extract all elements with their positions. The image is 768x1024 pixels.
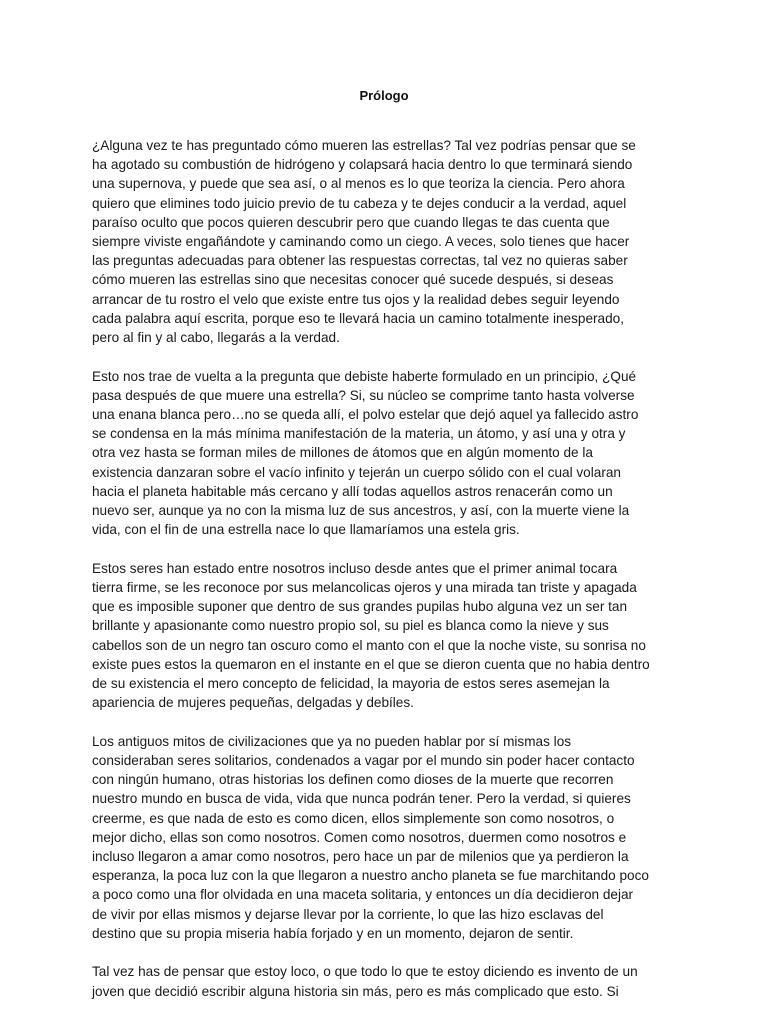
text-line: cómo mueren las estrellas sino que necesitas conocer qué sucede después, si deseas (92, 272, 614, 288)
text-line: apariencia de mujeres pequeñas, delgadas y debíles. (92, 695, 414, 711)
text-line: tierra firme, se les reconoce por sus melancolicas ojeros y una mirada tan triste y apagada (92, 580, 637, 596)
text-line: existencia danzaran sobre el vacío infinito y tejerán un cuerpo sólido con el cual volaran (92, 464, 621, 480)
text-line: paraíso oculto que pocos quieren descubrir pero que cuando llegas te das cuenta que (92, 214, 610, 230)
text-line: mejor dicho, ellas son como nosotros. Comen como nosotros, duermen como nosotros e (92, 829, 627, 845)
text-line: consideraban seres solitarios, condenados a vagar por el mundo sin poder hacer contacto (92, 753, 635, 769)
text-line: Estos seres han estado entre nosotros incluso desde antes que el primer animal tocara (92, 560, 618, 576)
text-line: pero al fin y al cabo, llegarás a la verdad. (92, 330, 340, 346)
text-line: ha agotado su combustión de hidrógeno y colapsará hacia dentro lo que terminará siendo (92, 157, 633, 173)
paragraph (92, 732, 682, 943)
text-line: hacia el planeta habitable más cercano y allí todas aquellos astros renacerán como un (92, 483, 613, 499)
text-line: se condensa en la más mínima manifestación de la materia, un átomo, y así una y otra y (92, 426, 626, 442)
text-line: esperanza, la poca luz con la que llegaron a nuestro ancho planeta se fue marchitando poco (92, 868, 649, 884)
text-line: Tal vez has de pensar que estoy loco, o que todo lo que te estoy diciendo es invento de un (92, 964, 638, 980)
text-line: de vivir por ellas mismos y dejarse llevar por la corriente, lo que las hizo esclavas del (92, 906, 604, 922)
text-line: Los antiguos mitos de civilizaciones que ya no pueden hablar por sí mismas los (92, 733, 572, 749)
text-line: cada palabra aquí escrita, porque eso te llevará hacia un camino totalmente inesperado, (92, 310, 625, 326)
text-line: con ningún humano, otras historias los definen como dioses de la muerte que recorren (92, 772, 614, 788)
text-line: que es imposible suponer que dentro de sus grandes pupilas hubo alguna vez un ser tan (92, 599, 628, 615)
text-line: de su existencia el mero concepto de felicidad, la mayoria de estos seres asemejan la (92, 676, 610, 692)
text-line: incluso llegaron a amar como nosotros, pero hace un par de milenios que ya perdieron la (92, 849, 629, 865)
text-line: las preguntas adecuadas para obtener las respuestas correctas, tal vez no quieras saber (92, 253, 628, 269)
text-line: a poco como una flor olvidada en una maceta solitaria, y entonces un día decidieron dejar (92, 887, 634, 903)
text-line: brillante y apasionante como nuestro propio sol, su piel es blanca como la nieve y sus (92, 618, 609, 634)
text-line: arrancar de tu rostro el velo que existe entre tus ojos y la realidad debes seguir leyendo (92, 291, 620, 307)
paragraph (92, 136, 682, 347)
text-line: creerme, es que nada de esto es como dicen, ellos simplemente son como nosotros, o (92, 810, 615, 826)
text-line: Esto nos trae de vuelta a la pregunta que debiste haberte formulado en un principio, ¿Qué (92, 368, 637, 384)
text-line: otra vez hasta se forman miles de millones de átomos que en algún momento de la (92, 445, 593, 461)
text-line: vida, con el fin de una estrella nace lo que llamaríamos una estela gris. (92, 522, 520, 538)
text-line: nuevo ser, aunque ya no con la misma luz de sus ancestros, y así, con la muerte viene la (92, 503, 630, 519)
text-line: existe pues estos la quemaron en el instante en el que se dieron cuenta que no habia dentro (92, 656, 650, 672)
document-body (92, 136, 682, 1020)
text-line: quiero que elimines todo juicio previo de tu cabeza y te dejes conducir a la verdad, aquel (92, 195, 627, 211)
text-line: destino que su propia miseria había forjado y en un momento, dejaron de sentir. (92, 925, 574, 941)
text-line: pasa después de que muere una estrella? Si, su núcleo se comprime tanto hasta volverse (92, 387, 635, 403)
page-title: Prólogo (359, 88, 409, 103)
text-line: una enana blanca pero…no se queda allí, el polvo estelar que dejó aquel ya fallecido astro (92, 407, 639, 423)
text-line: ¿Alguna vez te has preguntado cómo mueren las estrellas? Tal vez podrías pensar que se (92, 138, 636, 153)
text-line: cabellos son de un negro tan oscuro como el manto con el que la noche viste, su sonrisa no (92, 637, 646, 653)
paragraph (92, 962, 682, 1000)
text-line: joven que decidió escribir alguna historia sin más, pero es más complicado que esto. Si (92, 983, 619, 999)
text-line: una supernova, y puede que sea así, o al menos es lo que teoriza la ciencia. Pero ahora (92, 176, 625, 192)
text-line: nuestro mundo en busca de vida, vida que nunca podrán tener. Pero la verdad, si quieres (92, 791, 631, 807)
paragraph (92, 367, 682, 540)
paragraph (92, 559, 682, 713)
text-line: siempre viviste engañándote y caminando como un ciego. A veces, solo tienes que hacer (92, 234, 630, 250)
